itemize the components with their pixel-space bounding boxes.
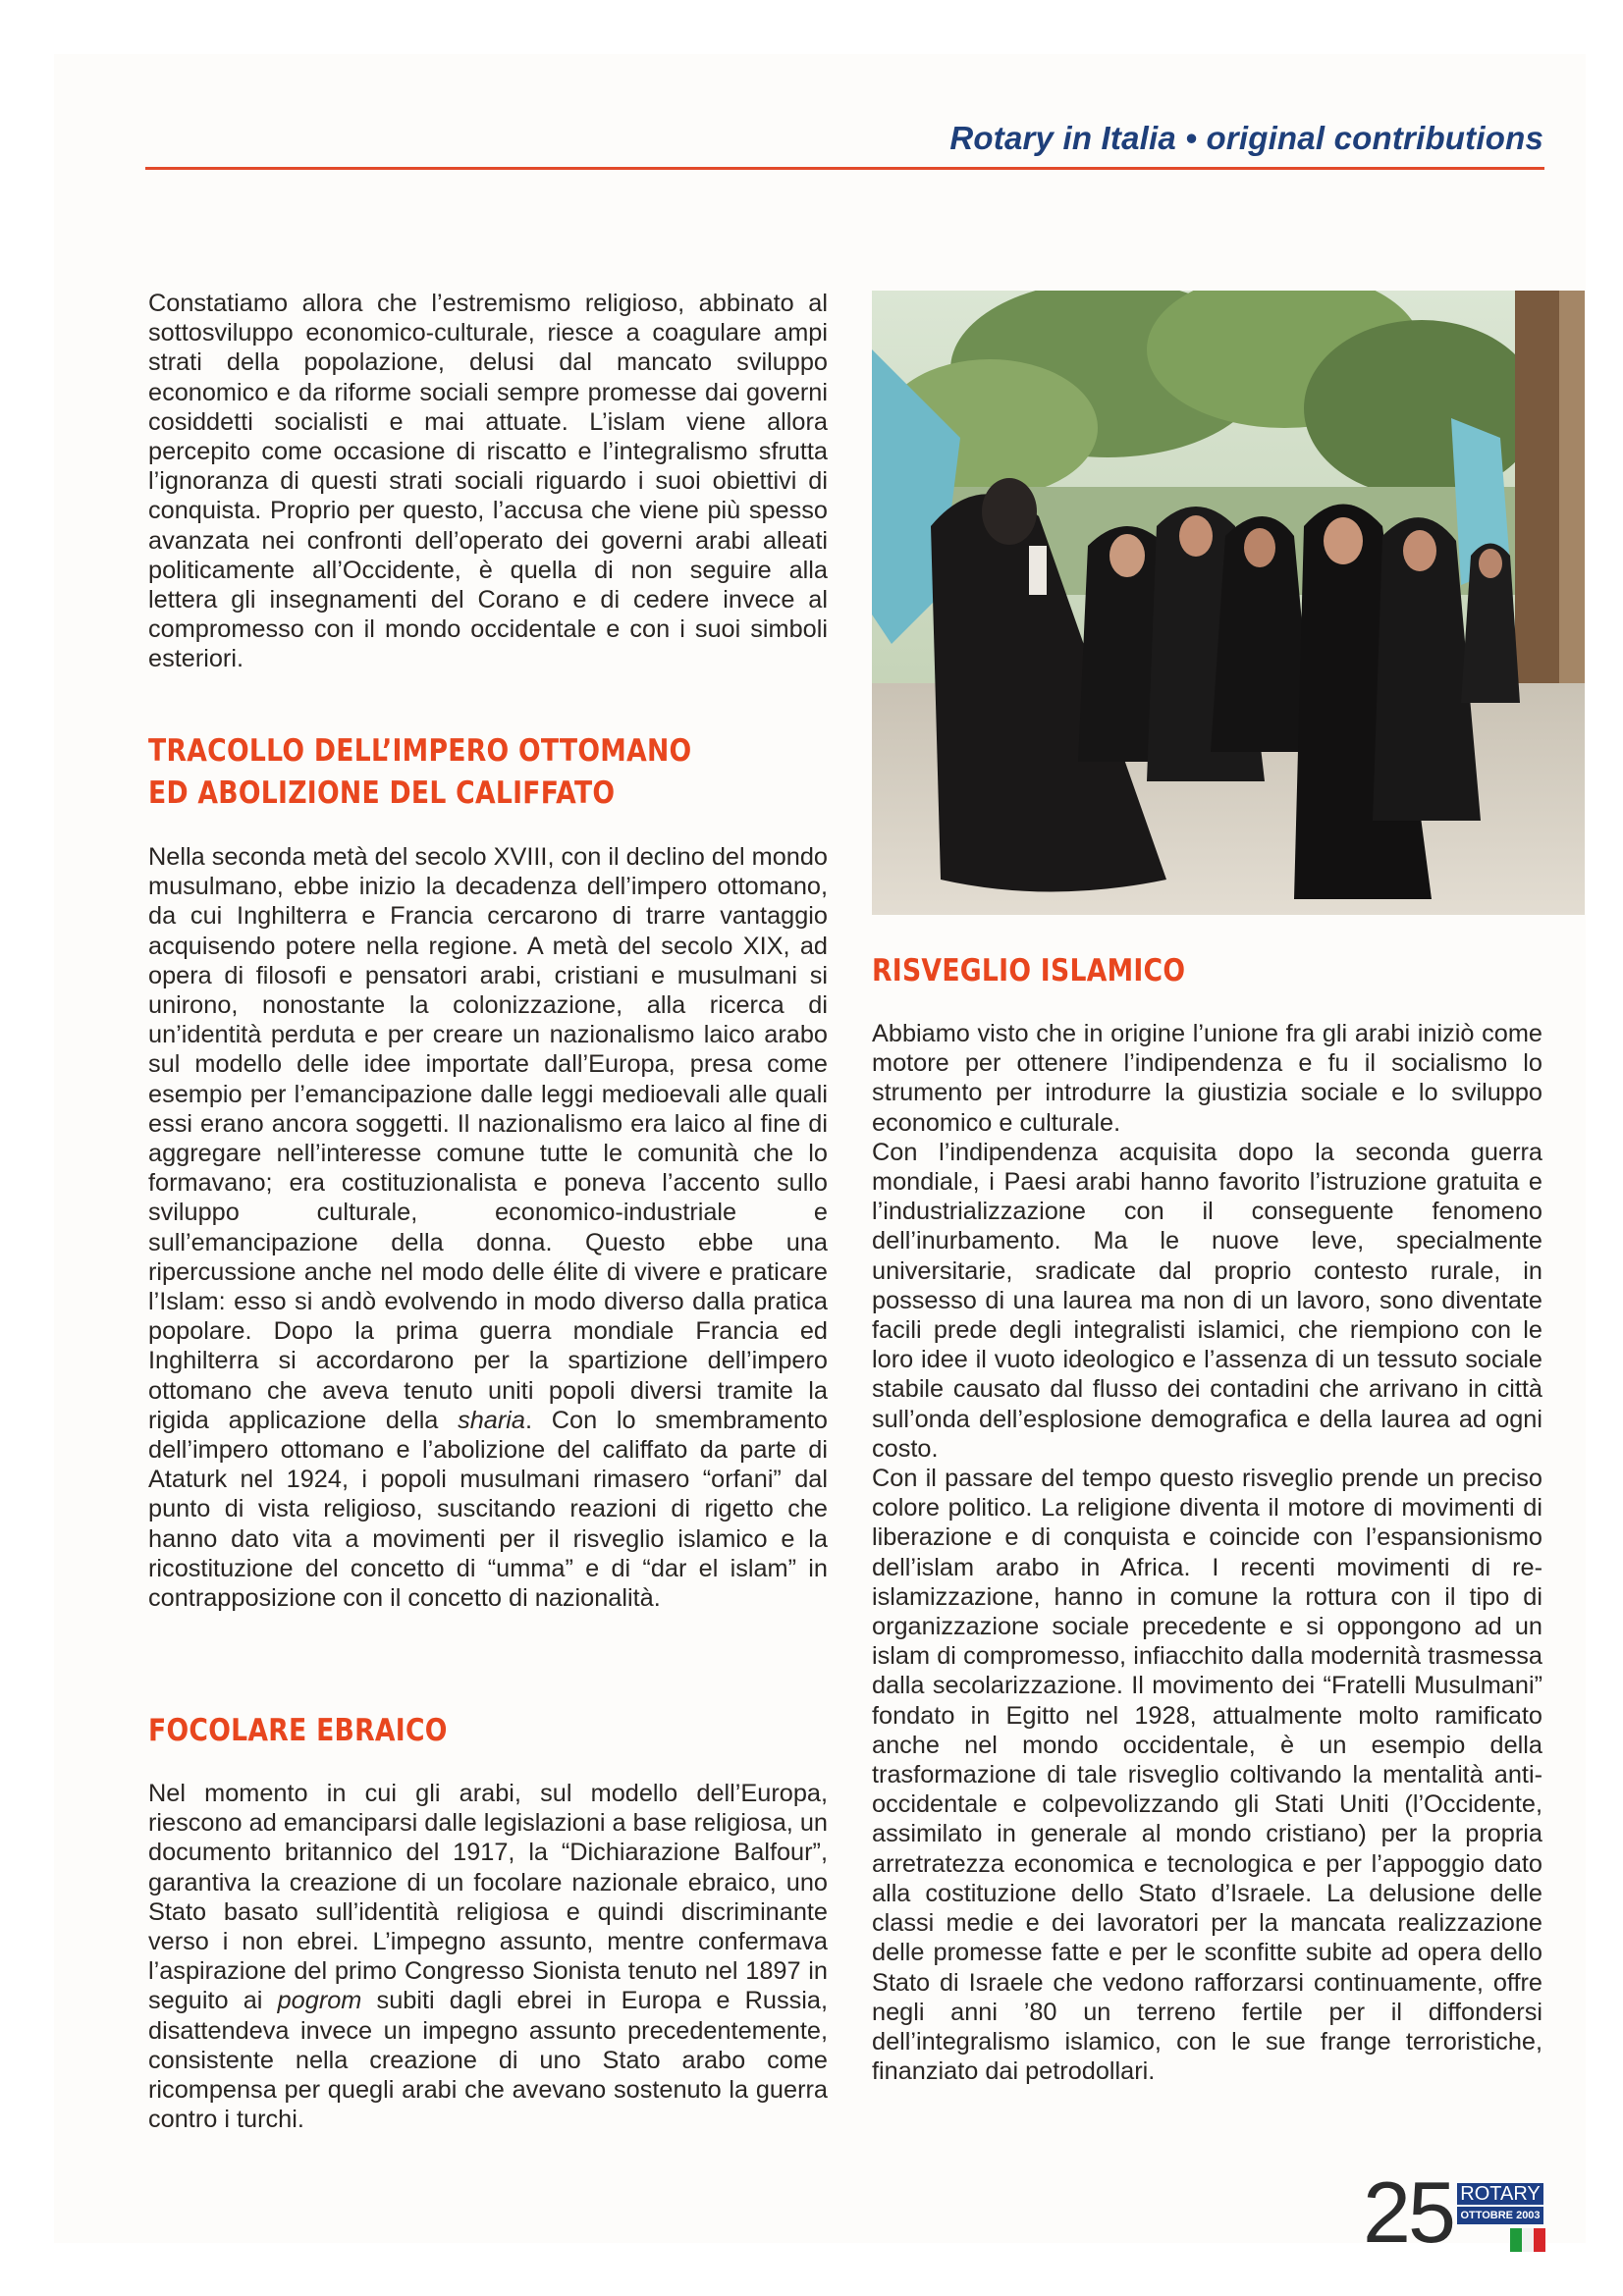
magazine-name: ROTARY (1457, 2183, 1543, 2205)
article-photo (872, 291, 1585, 915)
heading-line-1: TRACOLLO DELL’IMPERO OTTOMANO (148, 733, 692, 769)
folio (1363, 2163, 1549, 2261)
flag-green-stripe (1510, 2228, 1522, 2252)
section-focolare-body (148, 1779, 828, 2134)
flag-red-stripe (1534, 2228, 1545, 2252)
page-number: 25 (1363, 2163, 1453, 2261)
section-ottoman-text (148, 842, 828, 1613)
section-risveglio-body (872, 1019, 1542, 2086)
sharia-term: sharia (458, 1406, 525, 1434)
heading-line-2: ED ABOLIZIONE DEL CALIFFATO (148, 775, 616, 811)
section-heading-risveglio: RISVEGLIO ISLAMICO (872, 953, 1186, 988)
risveglio-paragraph-1: Abbiamo visto che in origine l’unione fra gli arabi iniziò come motore per ottenere l’indipendenza e fu il socialismo lo strumento per introdurre la giustizia sociale e lo sviluppo economico e culturale. (872, 1020, 1542, 1137)
section-heading-ottoman (148, 730, 691, 815)
issue-date: OTTOBRE 2003 (1457, 2207, 1543, 2224)
header-rule (145, 167, 1544, 170)
section-heading-focolare: FOCOLARE EBRAICO (148, 1713, 448, 1748)
risveglio-paragraph-2: Con l’indipendenza acquisita dopo la seconda guerra mondiale, i Paesi arabi hanno favorito l’istruzione gratuita e l’industrializzazione con il conseguente fenomeno dell’inurbamento. Ma le nuove leve, specialmente universitarie, sradicate dal proprio contesto rurale, in possesso di una laurea ma non di un lavoro, sono diventate facili prede degli integralisti islamici, che riempiono con le loro idee il vuoto ideologico e l’assenza di un tessuto sociale stabile causato dal flusso dei contadini che arrivano in città sull’onda dell’esplosione demografica e della laurea ad ogni costo. (872, 1138, 1542, 1463)
risveglio-paragraph-3: Con il passare del tempo questo risveglio prende un preciso colore politico. La religione diventa il motore di movimenti di liberazione e di conquista e coincide con l’espansionismo dell’islam arabo in Africa. I recenti movimenti di re-islamizzazione, hanno in comune la rottura con il tipo di organizzazione sociale precedente e si oppongono ad un islam di compromesso, infiacchito dalla modernità trasmessa dalla secolarizzazione. Il movimento dei “Fratelli Musulmani” fondato in Egitto nel 1928, attualmente molto ramificato anche nel mondo occidentale, è un esempio della trasformazione di tale risveglio coltivando la mentalità anti-occidentale e colpevolizzando gli Stati Uniti (l’Occidente, assimilato in generale al mondo cristiano) per la propria arretratezza economica e tecnologica e per l’appoggio dato alla costituzione dello Stato d’Israele. La delusione delle classi medie e dei lavoratori per la mancata realizzazione delle promesse fatte e per le sconfitte subite ad opera dello Stato di Israele che vedono rafforzarsi continuamente, offre negli anni ’80 un terreno fertile per il diffondersi dell’integralismo islamico, con le sue frange terroristiche, finanziato dai petrodollari. (872, 1465, 1542, 2086)
section-ottoman-part-1: Nella seconda metà del secolo XVIII, con il declino del mondo musulmano, ebbe inizio la decadenza dell’impero ottomano, da cui Inghilterra e Francia cercarono di trarre vantaggio acquisendo potere nella regione. A metà del secolo XIX, ad opera di filosofi e pensatori arabi, cristiani e musulmani si unirono, nonostante la colonizzazione, alla ricerca di un’identità perduta e per creare un nazionalismo laico arabo sul modello delle idee importate dall’Europa, presa come esempio per l’emancipazione dalle leggi medioevali alle quali essi erano ancora soggetti. Il nazionalismo era laico al fine di aggregare nell’interesse comune tutte le comunità che lo formavano; era costituzionalista e poneva l’accento sullo sviluppo culturale, economico-industriale e sull’emancipazione della donna. Questo ebbe una ripercussione anche nel modo delle élite di vivere e praticare l’Islam: esso si andò evolvendo in modo diverso dalla pratica popolare. Dopo la prima guerra mondiale Francia ed Inghilterra si accordarono per la spartizione dell’impero ottomano che aveva tenuto uniti popoli diversi tramite la rigida applicazione della (148, 843, 828, 1434)
pogrom-term: pogrom (277, 1987, 362, 2015)
section-focolare-part-2: subiti dagli ebrei in Europa e Russia, disattendeva invece un impegno assunto precedentemente, consistente nella creazione di uno Stato arabo come ricompensa per quegli arabi che avevano sostenuto la guerra contro i turchi. (148, 1987, 828, 2134)
running-head: Rotary in Italia • original contributions (949, 120, 1543, 156)
photo-women-in-chador (872, 291, 1585, 915)
flag-white-stripe (1522, 2228, 1534, 2252)
section-ottoman-body (148, 842, 828, 1613)
section-ottoman-part-2: . Con lo smembramento dell’impero ottomano e l’abolizione del califfato da parte di Ataturk nel 1924, i popoli musulmani rimasero “orfani” dal punto di vista religioso, suscitando reazioni di rigetto che hanno dato vita a movimenti per il risveglio islamico e la ricostituzione del concetto di “umma” e di “dar el islam” in contrapposizione con il concetto di nazionalità. (148, 1406, 828, 1613)
section-focolare-text (148, 1779, 828, 2134)
intro-text: Constatiamo allora che l’estremismo religioso, abbinato al sottosviluppo economico-culturale, riesce a coagulare ampi strati della popolazione, delusi dal mancato sviluppo economico e da riforme sociali sempre promesse dai governi cosiddetti socialisti e mai attuate. L’islam viene allora percepito come occasione di riscatto e l’integralismo sfrutta l’ignoranza di questi strati sociali riguardo i suoi obiettivi di conquista. Proprio per questo, l’accusa che viene più spesso avanzata nei confronti dell’operato dei governi arabi alleati politicamente all’Occidente, è quella di non seguire alla lettera gli insegnamenti del Corano e di cedere invece al compromesso con il mondo occidentale e con i suoi simboli esteriori. (148, 290, 828, 673)
intro-paragraph (148, 289, 828, 674)
section-focolare-part-1: Nel momento in cui gli arabi, sul modello dell’Europa, riescono ad emanciparsi dalle legislazioni a base religiosa, un documento britannico del 1917, la “Dichiarazione Balfour”, garantiva la creazione di un focolare nazionale ebraico, uno Stato basato sull’identità religiosa e quindi discriminante verso i non ebrei. L’impegno assunto, mentre confermava l’aspirazione del primo Congresso Sionista tenuto nel 1897 in seguito ai (148, 1780, 828, 2015)
